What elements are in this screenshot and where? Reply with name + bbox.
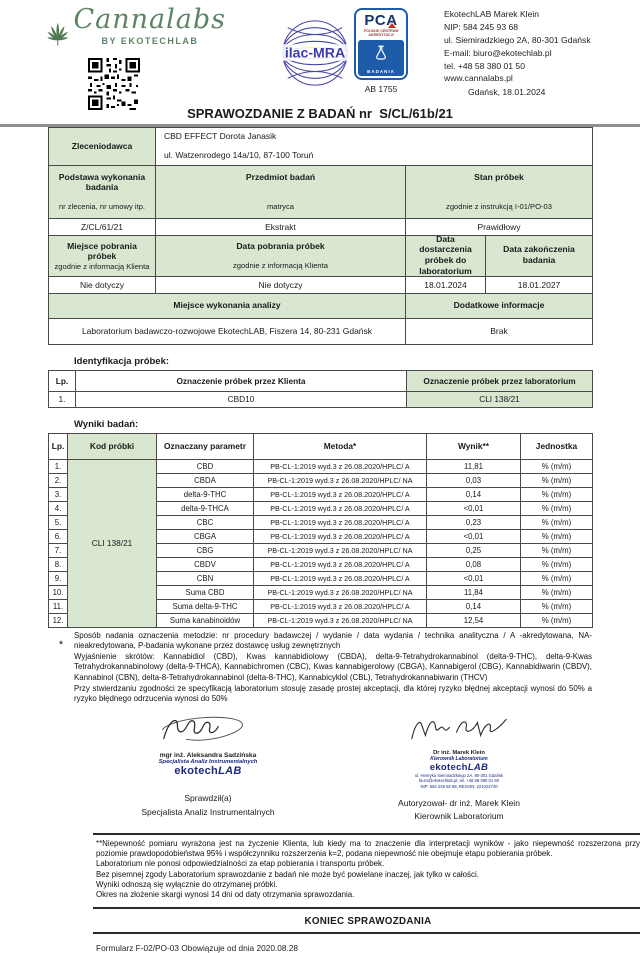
authorized-by-role: Kierownik Laboratorium (414, 811, 504, 822)
signer-role: Specjalista Analiz Instrumentalnych (158, 759, 258, 766)
subject-header: Przedmiot badań matryca (156, 165, 406, 218)
brand-subtitle: BY EKOTECHLAB (101, 36, 199, 46)
results-col-param: Oznaczany parametr (157, 433, 254, 459)
basis-header: Podstawa wykonania badania nr zlecenia, nr umowy itp. (49, 165, 156, 218)
disclaimer-block (96, 839, 640, 901)
result-row: 6. CBGA PB-CL-1:2019 wyd.3 z 26.08.2020/HPLC/ A <0,01 % (m/m) (49, 529, 593, 543)
cannabis-leaf-icon (46, 14, 69, 54)
ident-col-lab: Oznaczenie próbek przez laboratorium (407, 370, 593, 391)
ekotechlab-logo: ekotechLAB (429, 762, 489, 774)
result-row: 10. Suma CBD PB-CL-1:2019 wyd.3 z 26.08.2020/HPLC/ NA 11,84 % (m/m) (49, 585, 593, 599)
end-date-value: 18.01.2027 (486, 276, 593, 293)
checked-by-role: Specjalista Analiz Instrumentalnych (141, 806, 275, 817)
disclaimer-line: **Niepewność pomiaru wyrażona jest na życzenie Klienta, lub kiedy ma to znaczenie dla interpretacji wyników - jako niepewność rozszerzona przy poziomie prawdopodobieństwa 95% i współczynniku rozszerzenia k=2, podana niepewność nie obejmuje etapu pobierania próbek. (96, 838, 640, 859)
sample-state-header: Stan próbek zgodnie z instrukcją I-01/PO-03 (406, 165, 593, 218)
ident-lab-code: CLI 138/21 (407, 391, 593, 407)
result-row: 8. CBDV PB-CL-1:2019 wyd.3 z 26.08.2020/HPLC/ A 0,08 % (m/m) (49, 557, 593, 571)
results-table (48, 433, 593, 628)
pca-logo: PCA (364, 12, 398, 29)
results-col-code: Kod próbki (68, 433, 157, 459)
method-footnote (48, 631, 592, 705)
stamp-address: ul. Henryka Siemiradzkiego 2A, 80-301 Gdańsk (414, 773, 504, 779)
contact-line: NIP: 584 245 93 68 (444, 21, 519, 32)
order-info-table (48, 127, 593, 345)
ekotechlab-logo: ekotechLAB (174, 765, 242, 778)
results-col-unit: Jednostka (521, 433, 593, 459)
delivery-date-value: 18.01.2024 (406, 276, 486, 293)
accreditation-number: AB 1755 (364, 83, 398, 94)
pca-red-triangle-icon (388, 23, 396, 28)
disclaimer-line: Wyniki odnoszą się wyłącznie do otrzymanej próbki. (96, 879, 278, 889)
ident-col-no: Lp. (49, 370, 76, 391)
disclaimer-divider (93, 833, 640, 835)
disclaimer-line: Bez pisemnej zgody Laboratorium sprawozdanie z badań nie może być powielane inaczej, jak tylko w całości. (96, 869, 479, 879)
contact-line: ul. Siemiradzkiego 2A, 80-301 Gdańsk (444, 34, 591, 45)
stamp-ids: NIP: 584 245 93 68, REGON: 221022740 (420, 783, 498, 789)
sampling-date-value: Nie dotyczy (156, 276, 406, 293)
results-col-method: Metoda* (254, 433, 427, 459)
subject-value: Ekstrakt (156, 218, 406, 235)
pca-badania-box (358, 40, 404, 76)
flask-icon (372, 44, 390, 62)
report-title: SPRAWOZDANIE Z BADAŃ nr S/CL/61b/21 (187, 106, 453, 121)
client-label: Zleceniodawca (49, 128, 156, 166)
signer-name: Dr inż. Marek Klein (433, 749, 485, 756)
sampling-place-value: Nie dotyczy (49, 276, 156, 293)
result-row: 3. delta-9-THC PB-CL-1:2019 wyd.3 z 26.08.2020/HPLC/ A 0,14 % (m/m) (49, 487, 593, 501)
analysis-place-header: Miejsce wykonania analizy (49, 293, 406, 318)
delivery-date-header: Data dostarczenia próbek do laboratorium (406, 235, 486, 276)
report-header (0, 0, 640, 104)
signature-authorized-by (354, 713, 564, 823)
signer-role: Kierownik Laboratorium (430, 756, 488, 763)
basis-value: Z/CL/61/21 (49, 218, 156, 235)
qr-code (88, 58, 140, 110)
ident-col-client: Oznaczenie próbek przez Klienta (76, 370, 407, 391)
contact-line: tel. +48 58 380 01 50 (444, 60, 525, 71)
results-col-result: Wynik** (427, 433, 521, 459)
pca-badania-label: BADANIA (367, 68, 395, 74)
sampling-place-header: Miejsce pobrania próbek zgodnie z informacją Klienta (49, 235, 156, 276)
sampling-date-header: Data pobrania próbek zgodnie z informacją Klienta (156, 235, 406, 276)
result-row: 2. CBDA PB-CL-1:2019 wyd.3 z 26.08.2020/HPLC/ NA 0,03 % (m/m) (49, 473, 593, 487)
ident-client-code: CBD10 (76, 391, 407, 407)
sample-state-value: Prawidłowy (406, 218, 593, 235)
ident-row-no: 1. (49, 391, 76, 407)
checked-by-caption: Sprawdził(a) (184, 793, 232, 804)
pca-badge (354, 8, 408, 94)
contact-line: www.cannalabs.pl (444, 73, 513, 84)
pca-subtitle: POLSKIE CENTRUM AKREDYTACJI (363, 29, 399, 38)
result-row: 12. Suma kanabinoidów PB-CL-1:2019 wyd.3 z 26.08.2020/HPLC/ NA 12,54 % (m/m) (49, 613, 593, 627)
extra-info-header: Dodatkowe informacje (406, 293, 593, 318)
result-row: 7. CBG PB-CL-1:2019 wyd.3 z 26.08.2020/HPLC/ NA 0,25 % (m/m) (49, 543, 593, 557)
signature-scribble-icon (153, 713, 263, 747)
disclaimer-line: Okres na złożenie skargi wynosi 14 dni od daty otrzymania sprawozdania. (96, 890, 355, 900)
disclaimer-line: Laboratorium nie ponosi odpowiedzialności za etap pobierania i transportu próbek. (96, 859, 385, 869)
sample-identification-table (48, 370, 593, 408)
results-section-title: Wyniki badań: (74, 418, 139, 430)
sample-code-cell: CLI 138/21 (68, 459, 157, 627)
identification-row (49, 391, 593, 407)
authorized-by-caption: Autoryzował- dr inż. Marek Klein (398, 797, 520, 808)
analysis-place-value: Laboratorium badawczo-rozwojowe EkotechLAB, Fiszera 14, 80-231 Gdańsk (49, 318, 406, 344)
results-col-no: Lp. (49, 433, 68, 459)
identification-section-title: Identyfikacja próbek: (74, 355, 170, 367)
footnote-method: Sposób nadania oznaczenia metodzie: nr procedury badawczej / wydanie / data wydania / technika analityczna / A -akredytowana, NA- nieakredytowana, P-badania wykonane przez dostawcę usług zewnętrznych (74, 630, 592, 650)
svg-text:ilac-MRA: ilac-MRA (284, 44, 346, 61)
brand-name: Cannalabs (73, 4, 226, 35)
signatures-block (48, 713, 592, 823)
lab-contact-block (444, 8, 634, 99)
stamp-contact: biuro@ekotechlab.pl, tel. +48 58 380 01 50 (418, 778, 500, 784)
result-row: 4. delta-9-THCA PB-CL-1:2019 wyd.3 z 26.08.2020/HPLC/ A <0,01 % (m/m) (49, 501, 593, 515)
result-row: 11. Suma delta-9-THC PB-CL-1:2019 wyd.3 z 26.08.2020/HPLC/ A 0,14 % (m/m) (49, 599, 593, 613)
result-row: 5. CBC PB-CL-1:2019 wyd.3 z 26.08.2020/HPLC/ A 0,23 % (m/m) (49, 515, 593, 529)
end-of-report-label: KONIEC SPRAWOZDANIA (304, 916, 432, 928)
signer-name: mgr inż. Aleksandra Sadzińska (159, 751, 257, 759)
extra-info-value: Brak (406, 318, 593, 344)
result-row: 9. CBN PB-CL-1:2019 wyd.3 z 26.08.2020/HPLC/ A <0,01 % (m/m) (49, 571, 593, 585)
footnote-acceptance-rule: Przy stwierdzaniu zgodności ze specyfikacją laboratorium stosuję zasadę prostej akceptacji, dla której ryzyko błędnej akceptacji wynosi do 50% a ryzyko błędnego odrzucenia wynosi do 50% (74, 684, 592, 704)
signature-checked-by (88, 713, 328, 823)
contact-line: EkotechLAB Marek Klein (444, 9, 540, 19)
client-value: CBD EFFECT Dorota Janasik ul. Watzenrodego 14a/10, 87-100 Toruń (156, 128, 593, 166)
form-footer: Formularz F-02/PO-03 Obowiązuje od dnia 2020.08.28 (96, 943, 299, 953)
brand-logo (46, 6, 226, 110)
end-of-report-banner (93, 907, 640, 934)
contact-line: E-mail: biuro@ekotechlab.pl (444, 47, 552, 58)
ilac-mra-stamp-icon (278, 16, 352, 90)
report-date: Gdańsk, 18.01.2024 (468, 87, 546, 98)
result-row: 1. CLI 138/21 CBD PB-CL-1:2019 wyd.3 z 26.08.2020/HPLC/ A 11,81 % (m/m) (49, 459, 593, 473)
footnote-marker: * (58, 638, 64, 651)
end-date-header: Data zakończenia badania (486, 235, 593, 276)
footnote-abbreviations: Wyjaśnienie skrótów: Kannabidiol (CBD), Kwas kannabidiolowy (CBDA), delta-9-Tetrahydrokannabinol (delta-9-THC), delta-9-Kwas Tetrahydrokannabinolowy (delta-9-THCA), Kannabichromen (CBC), Kwas kannabigerolowy (CBGA), Kannabigerol (CBG), Kannabidiwarin (CBDV), Kannabinol (CBN), delta-8-Tetrahydrokannabinol (delta-8-THC), Kannabicyklol (CBL), Tetrahydrokannabiwarin (THCV) (74, 652, 592, 682)
accreditation-marks (278, 8, 408, 94)
signature-scribble-icon (400, 713, 518, 745)
